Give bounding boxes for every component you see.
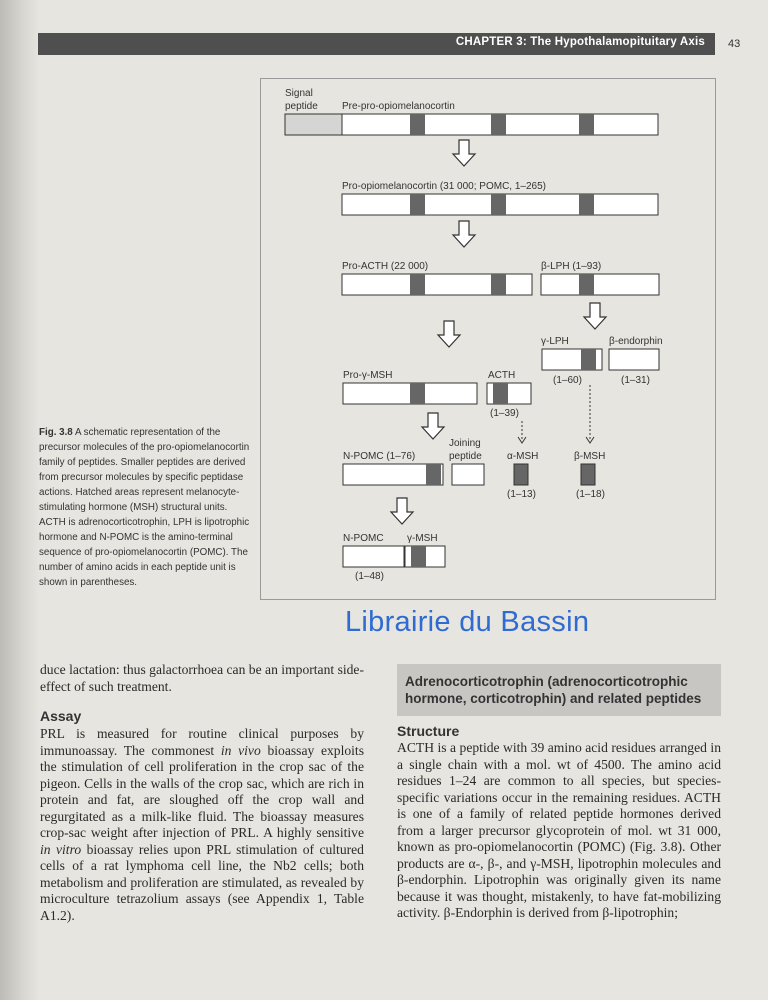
arrow-down-2 (453, 221, 475, 247)
msh-unit-gamma-1 (410, 114, 425, 135)
alpha-msh-bar (514, 464, 528, 485)
intro-paragraph: duce lactation: thus galactorrhoea can be an important side-effect of such treatment. (40, 662, 364, 694)
figure-caption-label: Fig. 3.8 (39, 427, 73, 438)
watermark: Librairie du Bassin (345, 606, 590, 638)
msh-unit-alpha-5 (493, 383, 508, 404)
pre-pro-label: Pre-pro-opiomelanocortin (342, 101, 455, 112)
msh-unit-beta-3 (579, 274, 594, 295)
msh-unit-gamma-6 (426, 464, 441, 485)
arrow-down-5 (422, 413, 444, 439)
structure-paragraph: ACTH is a peptide with 39 amino acid residues arranged in a single chain with a mol. wt of 4500. The amino acid residues 1–24 are common to all species, but species-specific variations occur in the remaining residues. ACTH is one of a family of related peptide hormones derived from a larger precursor glycoprotein of mol. wt 31 000, known as pro-opiomelanocortin (POMC) (Fig. 3.8). Other products are α-, β-, and γ-MSH, lipotrophin molecules and β-endorphin. Lipotrophin was originally given its name because it was thought, mistakenly, to have fat-mobilizing activity. β-Endorphin is derived from β-lipotrophin; (397, 740, 721, 920)
assay-text-1: PRL is measured for routine clinical purposes by immunoassay. The commonest (40, 726, 364, 758)
section-heading-acth: Adrenocorticotrophin (adrenocorticotrophic hormone, corticotrophin) and related peptides (405, 674, 702, 706)
beta-endorphin-bar (609, 349, 659, 370)
msh-unit-alpha-2 (491, 194, 506, 215)
msh-unit-beta-2 (579, 194, 594, 215)
chapter-header-bar (38, 33, 715, 55)
assay-text-2: bioassay exploits the stimulation of cell proliferation in the crop sac of the pigeon. Cells in the walls of the crop sac, which are rich in protein and fat, are sloughed off the crop wall and regurgitated as a milk-like fluid. The bioassay measures crop-sac weight after injection of PRL. A highly sensitive (40, 742, 364, 840)
joining-peptide-bar (452, 464, 484, 485)
gamma-lph-range: (1–60) (553, 375, 582, 386)
npomc-bar (343, 546, 404, 567)
beta-msh-range: (1–18) (576, 489, 605, 500)
chapter-title: CHAPTER 3: The Hypothalamopituitary Axis (455, 36, 705, 48)
arrow-down-4 (584, 303, 606, 329)
signal-peptide-label-1: Signal (285, 88, 313, 99)
msh-unit-gamma-3 (410, 274, 425, 295)
structure-heading: Structure (397, 723, 460, 739)
signal-peptide-label-2: peptide (285, 101, 318, 112)
arrow-down-3 (438, 321, 460, 347)
arrow-down-1 (453, 140, 475, 166)
assay-text-em-2: in vitro (40, 841, 82, 857)
joining-peptide-label-1: Joining (449, 438, 481, 449)
msh-unit-gamma-7 (411, 546, 426, 567)
beta-lph-bar (541, 274, 659, 295)
npomc-label: N-POMC (343, 533, 384, 544)
page-number: 43 (728, 38, 741, 50)
pro-label: Pro-opiomelanocortin (31 000; POMC, 1–265) (342, 181, 546, 192)
beta-endorphin-label: β-endorphin (609, 336, 663, 347)
figure-caption (39, 425, 254, 590)
msh-unit-gamma-2 (410, 194, 425, 215)
gamma-lph-label: γ-LPH (541, 336, 569, 347)
msh-unit-beta-1 (579, 114, 594, 135)
pomc-diagram (261, 79, 715, 599)
msh-unit-alpha-1 (491, 114, 506, 135)
arrow-down-6 (391, 498, 413, 524)
figure-caption-text: A schematic representation of the precursor molecules of the pro-opiomelanocortin family of peptides. Smaller peptides are derived from precursor molecules by specific peptidase actions. Hatched areas represent melanocyte-stimulating hormone (MSH) structural units. ACTH is adrenocorticotrophin, LPH is lipotrophic hormone and N-POMC is the amino-terminal sequence of pro-opiomelanocortin (POMC). The number of amino acids in each peptide unit is shown in parentheses. (39, 427, 250, 588)
section-heading-box (397, 664, 721, 716)
gamma-msh-label: γ-MSH (407, 533, 438, 544)
assay-heading: Assay (40, 708, 82, 724)
pro-acth-label: Pro-ACTH (22 000) (342, 261, 429, 272)
beta-msh-label: β-MSH (574, 451, 606, 462)
msh-unit-gamma-5 (410, 383, 425, 404)
alpha-msh-range: (1–13) (507, 489, 536, 500)
signal-peptide-bar (285, 114, 342, 135)
figure-box (260, 78, 716, 600)
alpha-msh-label: α-MSH (507, 451, 539, 462)
msh-unit-beta-4 (581, 349, 596, 370)
beta-endorphin-range: (1–31) (621, 375, 650, 386)
npomc-176-label: N-POMC (1–76) (343, 451, 416, 462)
assay-text-em-1: in vivo (220, 742, 261, 758)
msh-unit-alpha-3 (491, 274, 506, 295)
assay-paragraph (40, 726, 364, 924)
acth-range: (1–39) (490, 408, 519, 419)
beta-lph-label: β-LPH (1–93) (541, 261, 602, 272)
joining-peptide-label-2: peptide (449, 451, 482, 462)
beta-msh-bar (581, 464, 595, 485)
left-column-intro (40, 662, 364, 695)
npomc-range: (1–48) (355, 571, 384, 582)
acth-label: ACTH (488, 370, 516, 381)
assay-text-3: bioassay relies upon PRL stimulation of cultured cells of a rat lymphoma cell line, the Nb2 cells; both metabolism and proliferation are stimulated, as revealed by microculture tetrazolium assays (see Appendix 1, Table A1.2). (40, 841, 364, 923)
pro-gamma-msh-label: Pro-γ-MSH (343, 370, 393, 381)
